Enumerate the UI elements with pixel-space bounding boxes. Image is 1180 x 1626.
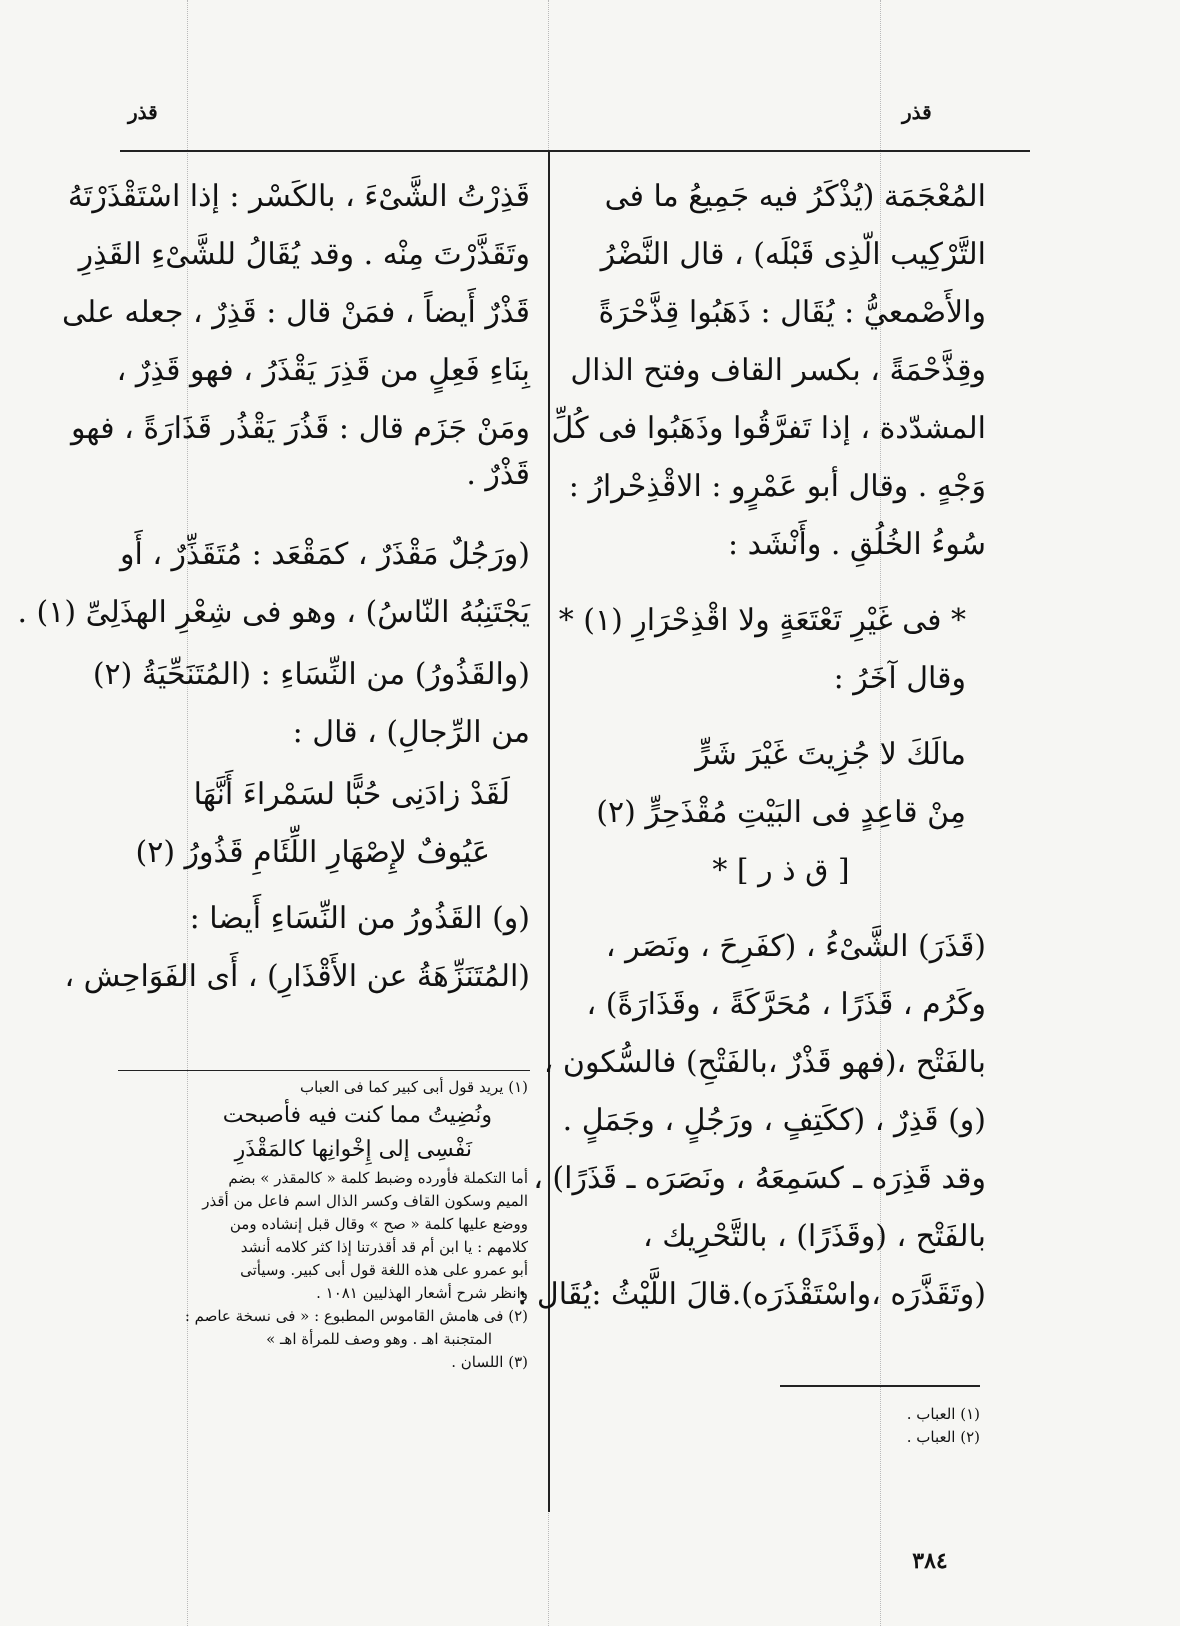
text-line: من الرِّجالِ) ، قال : <box>292 715 530 750</box>
footnote-line: أما التكملة فأورده وضبط كلمة « كالمقذر » بضم <box>228 1169 528 1187</box>
footnote-line: الميم وسكون القاف وكسر الذال اسم فاعل من أقذر <box>202 1192 528 1210</box>
text-line: وتَقَذَّرْتَ مِنْه . وقد يُقَالُ للشَّىْءِ القَذِرِ <box>78 237 530 272</box>
text-line: قَذْرٌ . <box>466 457 530 492</box>
spacer <box>576 708 986 726</box>
verse-line: مِنْ قاعِدٍ فى البَيْتِ مُقْذَحِرٍّ (٢) <box>596 795 966 830</box>
verse-line: عَيُوفٌ لإِصْهَارِ اللِّئَامِ قَذُورُ (٢) <box>135 835 490 870</box>
text-line: وكَرُم ، قَذَرًا ، مُحَرَّكَةً ، وقَذَارَةً) ، <box>586 987 986 1022</box>
spacer <box>118 882 530 890</box>
text-line: قَذْرٌ أَيضاً ، فمَنْ قال : قَذِرٌ ، جعله على <box>62 295 530 330</box>
verse-line: مالَكَ لا جُزِيتَ غَيْرَ شَرٍّ <box>695 737 966 772</box>
footnote: (٢) العباب . <box>906 1428 980 1446</box>
right-headword: قذر <box>902 100 932 124</box>
footnote-rule <box>780 1385 980 1387</box>
verse-line: لَقَدْ زادَنِى حُبًّا لسَمْراءَ أَنَّهَا <box>193 777 510 812</box>
text-line: وقد قَذِرَه ـ كسَمِعَهُ ، ونَصَرَه ـ قَذَرًا) ، <box>533 1161 986 1196</box>
spacer <box>118 492 530 526</box>
text-line: بالفَتْح ،(فهو قَذْرٌ ،بالفَتْحِ) فالسُّكون ، <box>543 1045 986 1080</box>
text-line: التَّرْكِيب الّذِى قَبْلَه) ، قال النَّضْرُ <box>600 237 986 272</box>
text-line: (وتَقَذَّرَه ،واسْتَقْذَرَه).قالَ اللَّيْثُ :يُقَال : <box>517 1277 986 1312</box>
footnote: (١) يريد قول أبى كبير كما فى العباب <box>299 1078 528 1096</box>
footnote-line: المتجنبة اهـ . وهو وصف للمرأة اهـ » <box>266 1330 492 1348</box>
header-rule <box>120 150 1030 152</box>
right-column <box>517 168 986 1324</box>
left-headword: قذر <box>128 100 158 124</box>
spacer <box>576 574 986 592</box>
entry-heading: [ ق ذ ر ] * <box>712 853 850 888</box>
text-line: (والقَذُورُ) من النِّسَاءِ : (المُتَنَحِّيَةُ (٢) <box>92 657 530 692</box>
text-line: بالفَتْح ، (وقَذَرًا) ، بالتَّحْرِيك ، <box>643 1219 986 1254</box>
footnote-rule <box>118 1070 530 1071</box>
text-line: (قَذَرَ) الشَّىْءُ ، (كفَرِحَ ، ونَصَر ، <box>605 929 986 964</box>
footnote: (٢) فى هامش القاموس المطبوع : « فى نسخة عاصم : <box>184 1307 528 1325</box>
text-line: (و) القَذُورُ من النِّسَاءِ أَيضا : <box>189 901 530 936</box>
text-line: (ورَجُلٌ مَقْذَرٌ ، كمَقْعَد : مُتَقَذِّرٌ ، أَو <box>119 537 530 572</box>
footnote: (٣) اللسان . <box>451 1353 528 1371</box>
text-line: (و) قَذِرٌ ، (ككَتِفٍ ، ورَجُلٍ ، وجَمَلٍ . <box>562 1103 986 1138</box>
footnote-line: وانظر شرح أشعار الهذليين ١٠٨١ . <box>316 1284 528 1302</box>
text-line: وَجْهٍ . وقال أبو عَمْرٍو : الاقْذِحْرارُ : <box>568 469 986 504</box>
text-line: ومَنْ جَزَم قال : قَذُرَ يَقْذُر قَذَارَةً ، فهو <box>70 411 530 446</box>
footnote: (١) العباب . <box>906 1405 980 1423</box>
footnote-line: كلامهم : يا ابن أم قد أقذرتنا إذا كثر كلامه أنشد <box>240 1238 528 1256</box>
text-line: المشدّدة ، إذا تَفرَّقُوا وذَهَبُوا فى كُلِّ <box>551 411 986 446</box>
page-number: ٣٨٤ <box>912 1548 948 1574</box>
text-line: يَجْتَنِبُهُ النّاسُ) ، وهو فى شِعْرِ الهذَلِىِّ (١) . <box>17 595 530 630</box>
verse-line: * فى غَيْرِ تَعْتَعَةٍ ولا اقْذِحْرَارِ (١) * <box>558 603 966 638</box>
left-footnotes <box>118 1076 528 1374</box>
text-line: بِنَاءِ فَعِلٍ من قَذِرَ يَقْذَرُ ، فهو قَذِرٌ ، <box>116 353 530 388</box>
text-line: والأَصْمعيُّ : يُقَال : ذَهَبُوا قِذَّحْرَةً <box>598 295 986 330</box>
right-footnotes <box>760 1403 980 1449</box>
footnote-line: أبو عمرو على هذه اللغة قول أبى كبير. وسيأتى <box>240 1261 528 1279</box>
text-line: (المُتَنَزِّهَةُ عن الأَقْذَارِ) ، أَى الفَوَاحِش ، <box>64 959 530 994</box>
spacer <box>576 900 986 918</box>
text-line: وقال آخَرُ : <box>833 661 966 696</box>
footnote-line: ووضع عليها كلمة « صح » وقال قبل إنشاده ومن <box>229 1215 528 1233</box>
left-column <box>17 168 530 1006</box>
text-line: وقِذَّحْمَةً ، بكسر القاف وفتح الذال <box>570 353 986 388</box>
text-line: قَذِرْتُ الشَّىْءَ ، بالكَسْر : إذا اسْتَقْذَرْتَهُ <box>67 179 530 214</box>
footnote-verse: نَفْسِى إلى إِخْوانِها كالمَقْذَرِ <box>234 1137 472 1162</box>
footnote-verse: ونُضِيتُ مما كنت فيه فأصبحت <box>222 1103 492 1128</box>
text-line: المُعْجَمَة (يُذْكَرُ فيه جَمِيعُ ما فى <box>604 179 986 214</box>
text-line: سُوءُ الخُلُقِ . وأَنْشَد : <box>727 527 986 562</box>
